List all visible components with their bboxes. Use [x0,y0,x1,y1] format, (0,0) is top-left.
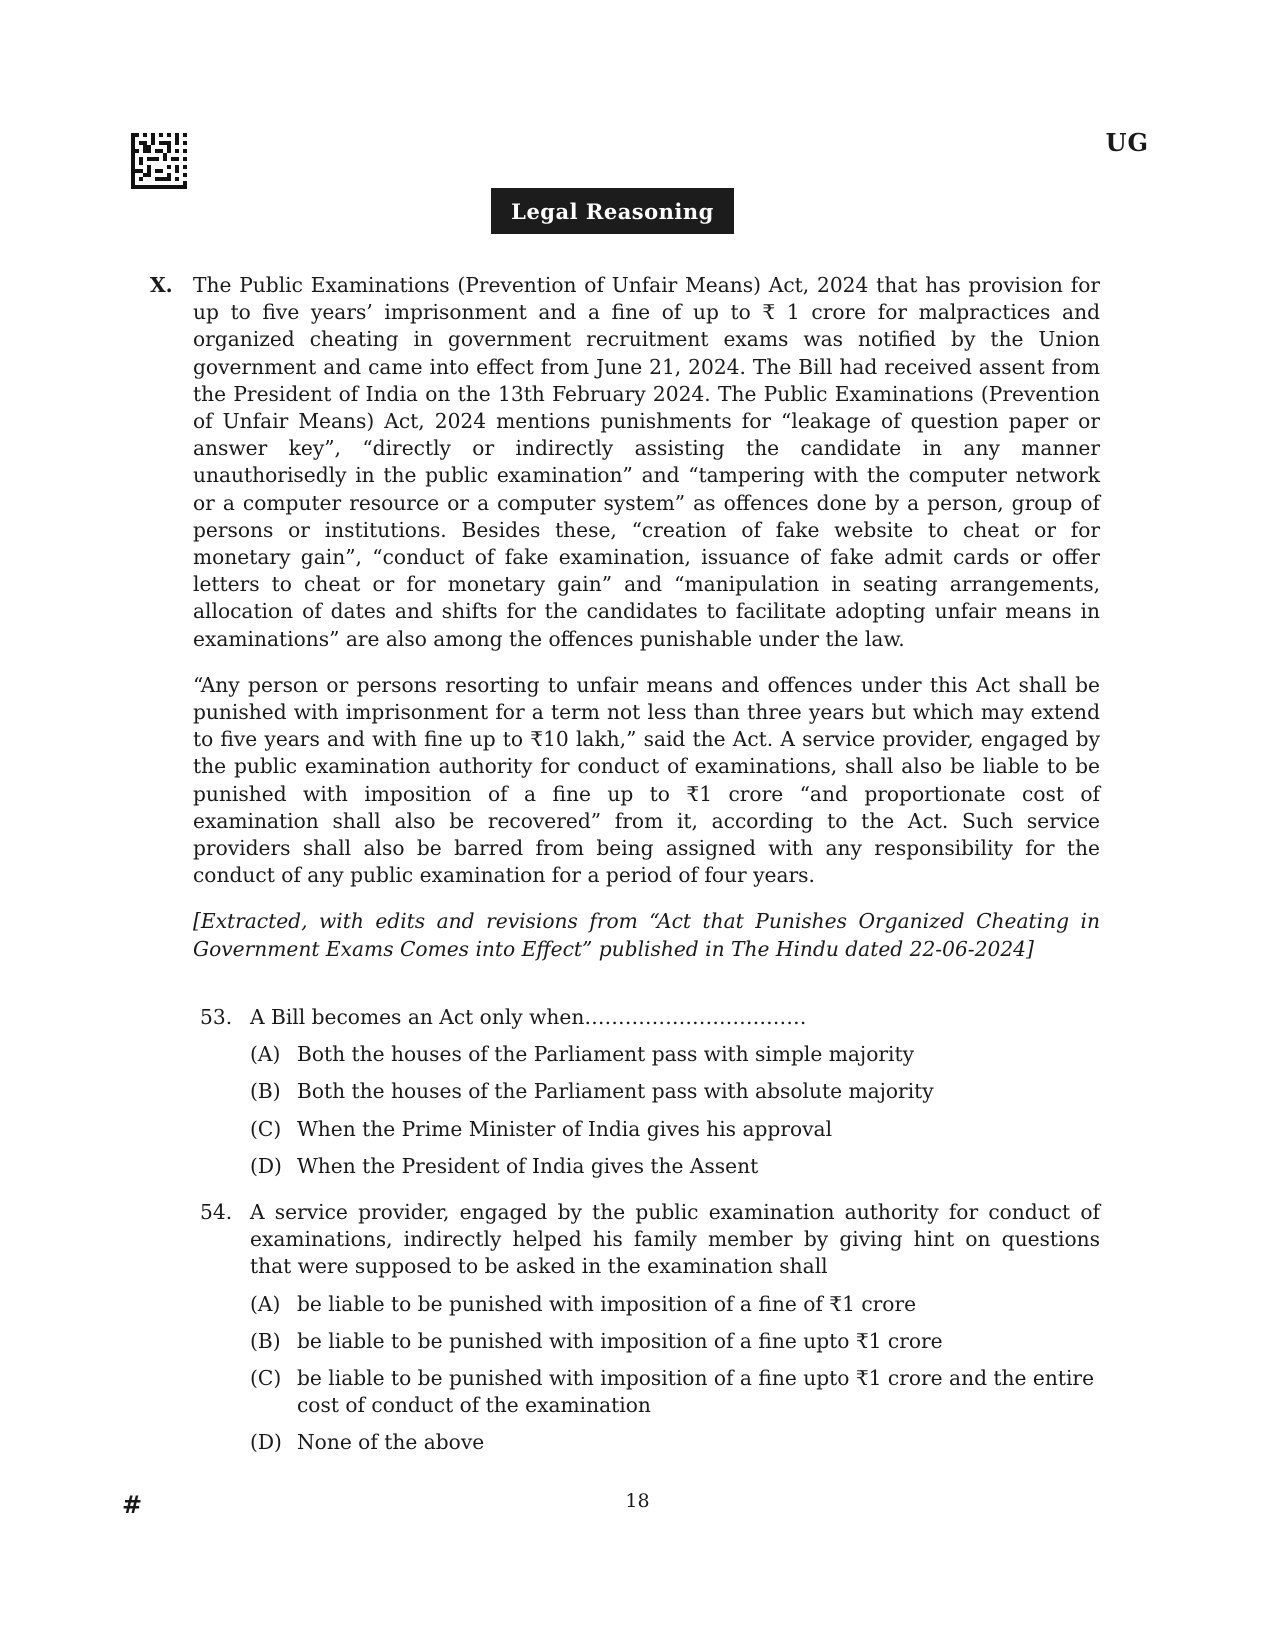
passage-citation: [Extracted, with edits and revisions from “Act that Punishes Organized Cheating in Government Exams Comes into Effect” published in The Hindu dated 22-06-2024] [193,909,1100,961]
option-text: When the Prime Minister of India gives his approval [297,1116,833,1141]
passage-paragraph: The Public Examinations (Prevention of Unfair Means) Act, 2024 that has provision for up to five years’ imprisonment and a fine of up to ₹ 1 crore for malpractices and organized cheating in government recruitment exams was notified by the Union government and came into effect from June 21, 2024. The Bill had received assent from the President of India on the 13th February 2024. The Public Examinations (Prevention of Unfair Means) Act, 2024 mentions punishments for “leakage of question paper or answer key”, “directly or indirectly assisting the candidate in any manner unauthorisedly in the public examination” and “tampering with the computer network or a computer resource or a computer system” as offences done by a person, group of persons or institutions. Besides these, “creation of fake website to cheat or for monetary gain”, “conduct of fake examination, issuance of fake admit cards or offer letters to cheat or for monetary gain” and “manipulation in seating arrangements, allocation of dates and shifts for the candidates to facilitate adopting unfair means in examinations” are also among the offences punishable under the law. [193,273,1100,651]
option-d[interactable] [250,1153,1100,1180]
option-letter: (C) [250,1366,282,1391]
option-text: Both the houses of the Parliament pass with absolute majority [297,1079,934,1104]
question-stem: A service provider, engaged by the public examination authority for conduct of examinations, indirectly helped his family member by giving hint on questions that were supposed to be asked in the examination shall [250,1200,1100,1279]
option-letter: (B) [250,1328,281,1353]
passage-body [193,272,1100,963]
question-53 [200,1004,1100,1180]
option-text: When the President of India gives the Assent [297,1153,759,1178]
footer-mark: # [122,1490,143,1519]
datamatrix-code [131,133,187,189]
option-d[interactable] [250,1429,1100,1456]
page-number: 18 [625,1490,650,1512]
option-a[interactable] [250,1041,1100,1068]
option-c[interactable] [250,1116,1100,1143]
question-54 [200,1199,1100,1457]
option-text: Both the houses of the Parliament pass with simple majority [297,1042,914,1067]
section-title: Legal Reasoning [491,188,734,234]
question-number: 53. [200,1005,233,1029]
option-text: be liable to be punished with imposition of a fine upto ₹1 crore and the entire cost of conduct of the examination [297,1366,1095,1418]
option-a[interactable] [250,1291,1100,1318]
option-b[interactable] [250,1078,1100,1105]
option-letter: (D) [250,1153,282,1178]
question-stem: A Bill becomes an Act only when…………………………… [250,1005,807,1029]
option-letter: (A) [250,1291,281,1316]
option-text: None of the above [297,1430,485,1455]
passage-paragraph: “Any person or persons resorting to unfair means and offences under this Act shall be punished with imprisonment for a term not less than three years but which may extend to five years and with fine up to ₹10 lakh,” said the Act. A service provider, engaged by the public examination authority for conduct of examinations, shall also be liable to be punished with imposition of a fine up to ₹1 crore “and proportionate cost of examination shall also be recovered” from it, according to the Act. Such service providers shall also be barred from being assigned with any responsibility for the conduct of any public examination for a period of four years. [193,672,1100,888]
paper-code: UG [1105,128,1149,157]
question-list [200,1004,1100,1476]
passage [150,272,1100,982]
option-b[interactable] [250,1328,1100,1355]
passage-label: X. [150,273,173,297]
option-list [250,1041,1100,1180]
option-text: be liable to be punished with imposition of a fine of ₹1 crore [297,1291,917,1316]
option-letter: (D) [250,1430,282,1455]
option-c[interactable] [250,1365,1100,1419]
option-list [250,1291,1100,1457]
option-letter: (C) [250,1116,282,1141]
option-letter: (A) [250,1042,281,1067]
option-text: be liable to be punished with imposition of a fine upto ₹1 crore [297,1328,943,1353]
question-number: 54. [200,1200,233,1225]
option-letter: (B) [250,1079,281,1104]
